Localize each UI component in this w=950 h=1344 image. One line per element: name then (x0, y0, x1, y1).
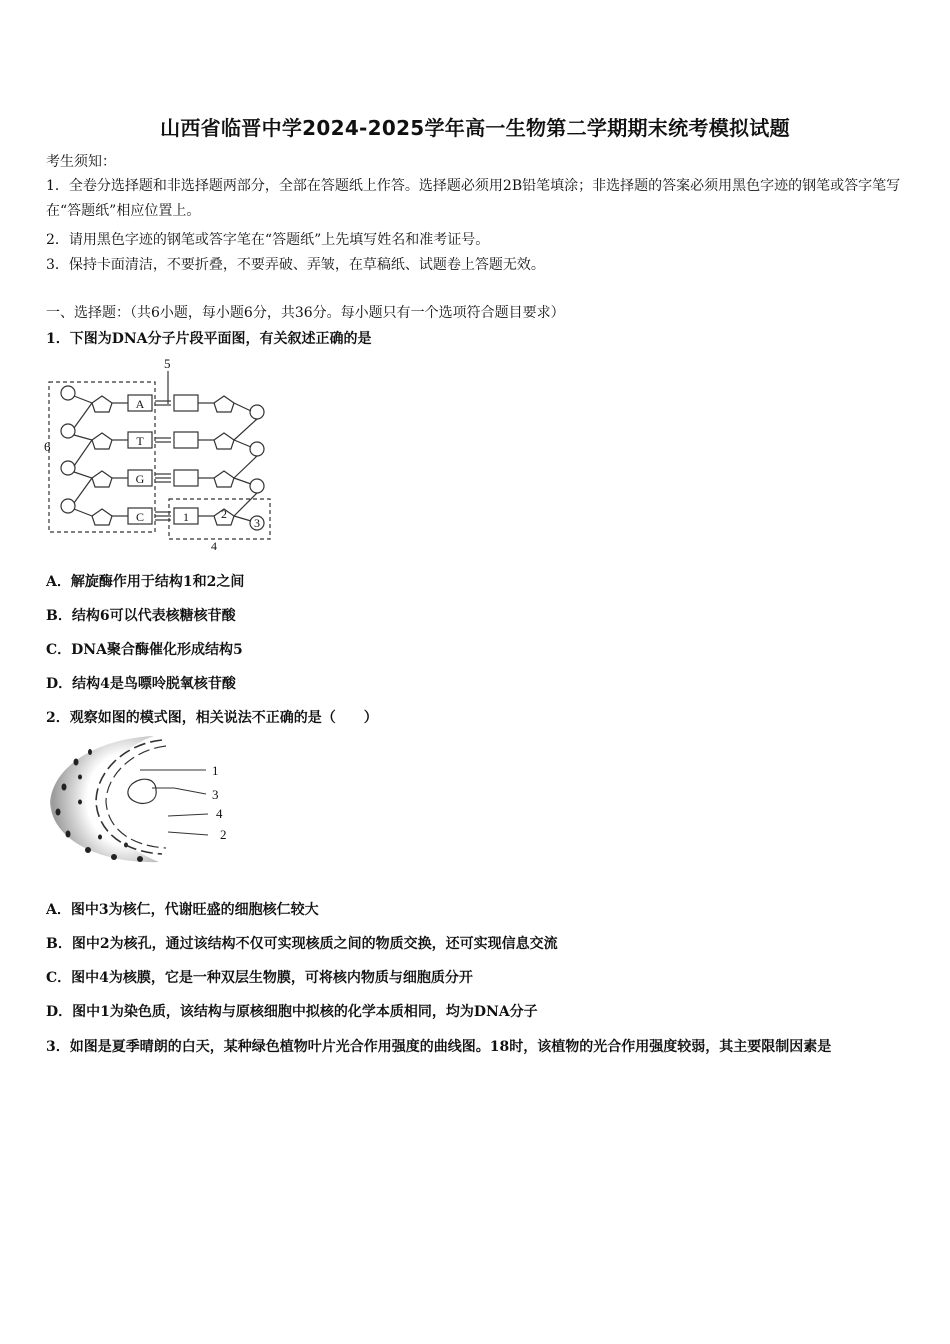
notice-item-2: 2．请用黑色字迹的钢笔或答字笔在“答题纸”上先填写姓名和准考证号。 (46, 232, 490, 248)
dna-base-C: C (135, 510, 145, 524)
dna-label-3: 3 (254, 516, 260, 530)
nucleus-label-4: 4 (216, 806, 223, 821)
page-title: 山西省临晋中学2024-2025学年高一生物第二学期期末统考模拟试题 (160, 116, 790, 140)
nucleus-label-1: 1 (212, 763, 219, 778)
dna-label-2: 2 (221, 507, 227, 521)
q2-option-a[interactable]: A．图中3为核仁，代谢旺盛的细胞核仁较大 (46, 902, 319, 918)
question-1-stem: 1．下图为DNA分子片段平面图，有关叙述正确的是 (46, 331, 372, 347)
q1-option-b[interactable]: B．结构6可以代表核糖核苷酸 (46, 608, 236, 624)
q1-option-a[interactable]: A．解旋酶作用于结构1和2之间 (46, 574, 245, 590)
notice-item-1: 1．全卷分选择题和非选择题两部分，全部在答题纸上作答。选择题必须用2B铅笔填涂；非选择题的答案必须用黑色字迹的钢笔或答字笔写在“答题纸”相应位置上。 (46, 178, 901, 219)
question-2-stem: 2．观察如图的模式图，相关说法不正确的是（ ） (46, 710, 378, 726)
q1-option-c[interactable]: C．DNA聚合酶催化形成结构5 (46, 642, 243, 658)
dna-diagram (44, 356, 276, 552)
q1-option-d[interactable]: D．结构4是鸟嘌呤脱氧核苷酸 (46, 676, 236, 692)
dna-base-G: G (135, 472, 145, 486)
dna-base-A: A (135, 397, 145, 411)
q2-option-d[interactable]: D．图中1为染色质，该结构与原核细胞中拟核的化学本质相同，均为DNA分子 (46, 1004, 538, 1020)
q2-option-c[interactable]: C．图中4为核膜，它是一种双层生物膜，可将核内物质与细胞质分开 (46, 970, 473, 986)
notice-item-3: 3．保持卡面清洁，不要折叠，不要弄破、弄皱，在草稿纸、试题卷上答题无效。 (46, 257, 545, 273)
dna-label-6: 6 (44, 439, 51, 454)
q2-option-b[interactable]: B．图中2为核孔，通过该结构不仅可实现核质之间的物质交换，还可实现信息交流 (46, 936, 558, 952)
dna-label-5: 5 (164, 356, 171, 371)
dna-base-T: T (136, 434, 144, 448)
question-3-stem: 3．如图是夏季晴朗的白天，某种绿色植物叶片光合作用强度的曲线图。18时，该植物的光合作用强度较弱，其主要限制因素是 (46, 1039, 832, 1055)
nucleus-diagram (44, 732, 244, 866)
dna-label-1: 1 (183, 510, 189, 524)
notice-heading: 考生须知： (46, 154, 116, 170)
dna-label-4: 4 (211, 539, 217, 552)
nucleus-label-2: 2 (220, 827, 227, 842)
nucleus-label-3: 3 (212, 787, 219, 802)
section-heading: 一、选择题：（共6小题，每小题6分，共36分。每小题只有一个选项符合题目要求） (46, 305, 565, 321)
